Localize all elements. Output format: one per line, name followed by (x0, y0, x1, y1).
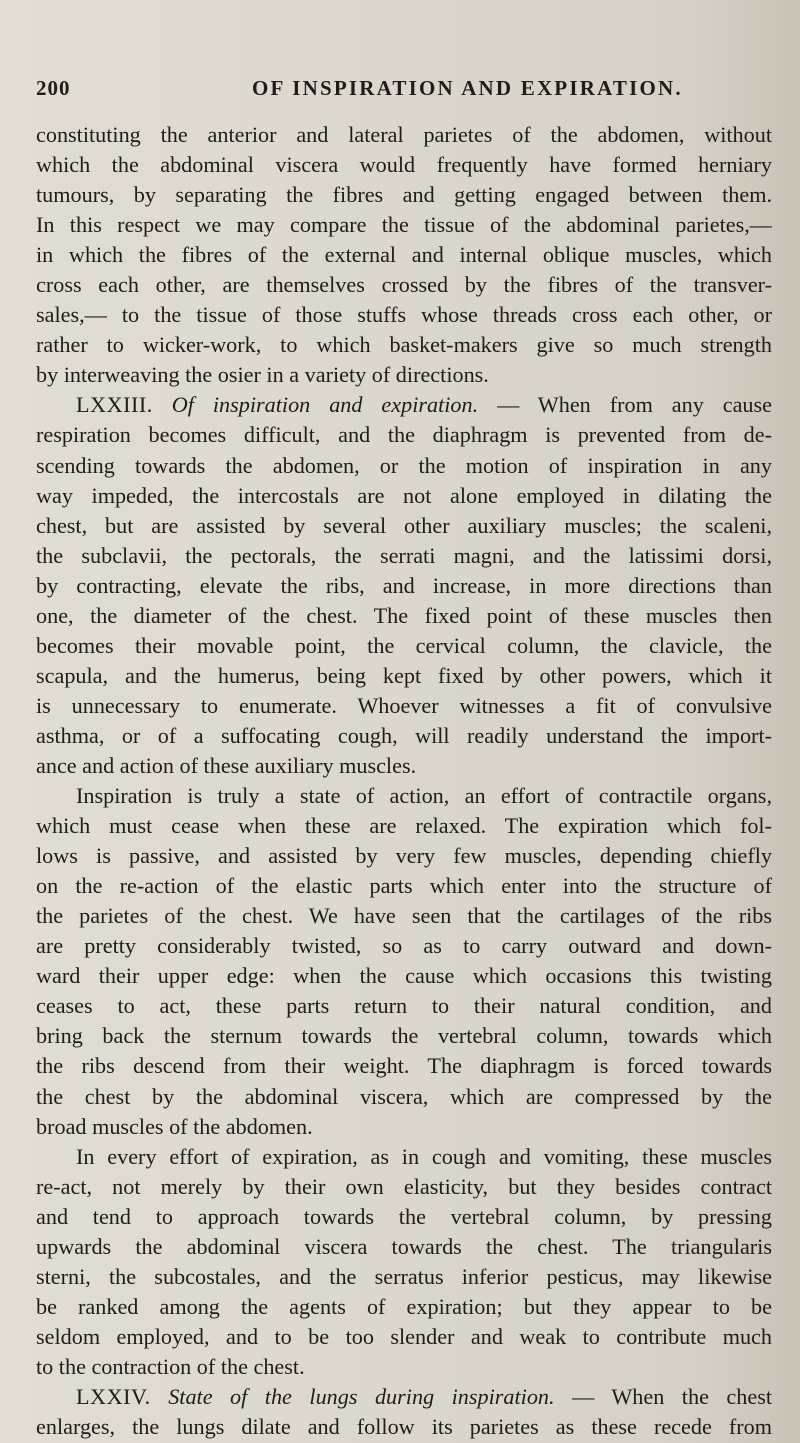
text-line: enlarges, the lungs dilate and follow its parietes as these recede from (36, 1414, 772, 1440)
section-number: LXXIII. (76, 392, 153, 418)
text-line: and tend to approach towards the vertebral column, by pressing (36, 1203, 772, 1229)
section-first-line (36, 1382, 772, 1412)
section-heading: State of the lungs during inspiration. (168, 1383, 555, 1409)
text-line: are pretty considerably twisted, so as to carry outward and down- (36, 933, 772, 959)
text-line: upwards the abdominal viscera towards the chest. The triangularis (36, 1233, 772, 1259)
text-line: constituting the anterior and lateral parietes of the abdomen, without (36, 122, 772, 147)
section-first-line (36, 390, 772, 420)
paragraph (36, 1382, 772, 1442)
text-line: the parietes of the chest. We have seen that the cartilages of the ribs (36, 903, 772, 929)
text-line: the ribs descend from their weight. The diaphragm is forced towards (36, 1053, 772, 1079)
text-line: scending towards the abdomen, or the motion of inspiration in any (36, 452, 772, 478)
text-line: bring back the sternum towards the vertebral column, towards which (36, 1023, 772, 1049)
text-line: on the re-action of the elastic parts which enter into the structure of (36, 873, 772, 899)
text-line: Inspiration is truly a state of action, an effort of contractile organs, (76, 783, 772, 809)
text-line: In this respect we may compare the tissue of the abdominal parietes,— (36, 212, 772, 238)
body-text (36, 120, 772, 1442)
paragraph (36, 781, 772, 1142)
text-line: chest, but are assisted by several other auxiliary muscles; the scaleni, (36, 512, 772, 538)
running-head: OF INSPIRATION AND EXPIRATION. (252, 76, 683, 100)
text-line: rather to wicker-work, to which basket-makers give so much strength (36, 332, 772, 358)
text-line: cross each other, are themselves crossed by the fibres of the transver- (36, 272, 772, 298)
text-line: is unnecessary to enumerate. Whoever witnesses a fit of convulsive (36, 692, 772, 718)
text-line: the chest by the abdominal viscera, which are compressed by the (36, 1083, 772, 1109)
text-line: in which the fibres of the external and internal oblique muscles, which (36, 242, 772, 268)
text-line: the subclavii, the pectorals, the serrati magni, and the latissimi dorsi, (36, 542, 772, 568)
text-line: by interweaving the osier in a variety of directions. (36, 362, 489, 388)
section-first-line-text: — When the chest (554, 1383, 772, 1409)
text-line: to the contraction of the chest. (36, 1353, 305, 1379)
text-line: respiration becomes difficult, and the diaphragm is prevented from de- (36, 422, 772, 448)
text-line: tumours, by separating the fibres and getting engaged between them. (36, 182, 772, 208)
page-header (36, 76, 776, 106)
text-line: seldom employed, and to be too slender and weak to contribute much (36, 1323, 772, 1349)
section-heading: Of inspiration and expiration. (171, 392, 479, 418)
text-line: becomes their movable point, the cervical column, the clavicle, the (36, 632, 772, 658)
text-line: re-act, not merely by their own elasticity, but they besides contract (36, 1173, 772, 1199)
paragraph (36, 120, 772, 390)
text-line: sterni, the subcostales, and the serratus inferior pesticus, may likewise (36, 1263, 772, 1289)
text-line: scapula, and the humerus, being kept fixed by other powers, which it (36, 662, 772, 688)
text-line: In every effort of expiration, as in cough and vomiting, these muscles (76, 1143, 772, 1169)
text-line: one, the diameter of the chest. The fixed point of these muscles then (36, 602, 772, 628)
paragraph (36, 390, 772, 781)
text-line: sales,— to the tissue of those stuffs whose threads cross each other, or (36, 302, 772, 328)
page-number: 200 (36, 76, 71, 100)
section-number: LXXIV. (76, 1383, 151, 1409)
text-line: ward their upper edge: when the cause which occasions this twisting (36, 963, 772, 989)
text-line: broad muscles of the abdomen. (36, 1113, 313, 1139)
text-line: which the abdominal viscera would frequently have formed herniary (36, 152, 772, 178)
paragraph (36, 1142, 772, 1382)
text-line: way impeded, the intercostals are not alone employed in dilating the (36, 482, 772, 508)
text-line: which must cease when these are relaxed. The expiration which fol- (36, 813, 772, 839)
text-line: ance and action of these auxiliary muscles. (36, 752, 417, 778)
text-line: by contracting, elevate the ribs, and increase, in more directions than (36, 572, 772, 598)
text-line: lows is passive, and assisted by very few muscles, depending chiefly (36, 843, 772, 869)
text-line: asthma, or of a suffocating cough, will readily understand the import- (36, 722, 772, 748)
section-first-line-text: — When from any cause (478, 392, 772, 418)
text-line: be ranked among the agents of expiration; but they appear to be (36, 1293, 772, 1319)
text-line: ceases to act, these parts return to their natural condition, and (36, 993, 772, 1019)
